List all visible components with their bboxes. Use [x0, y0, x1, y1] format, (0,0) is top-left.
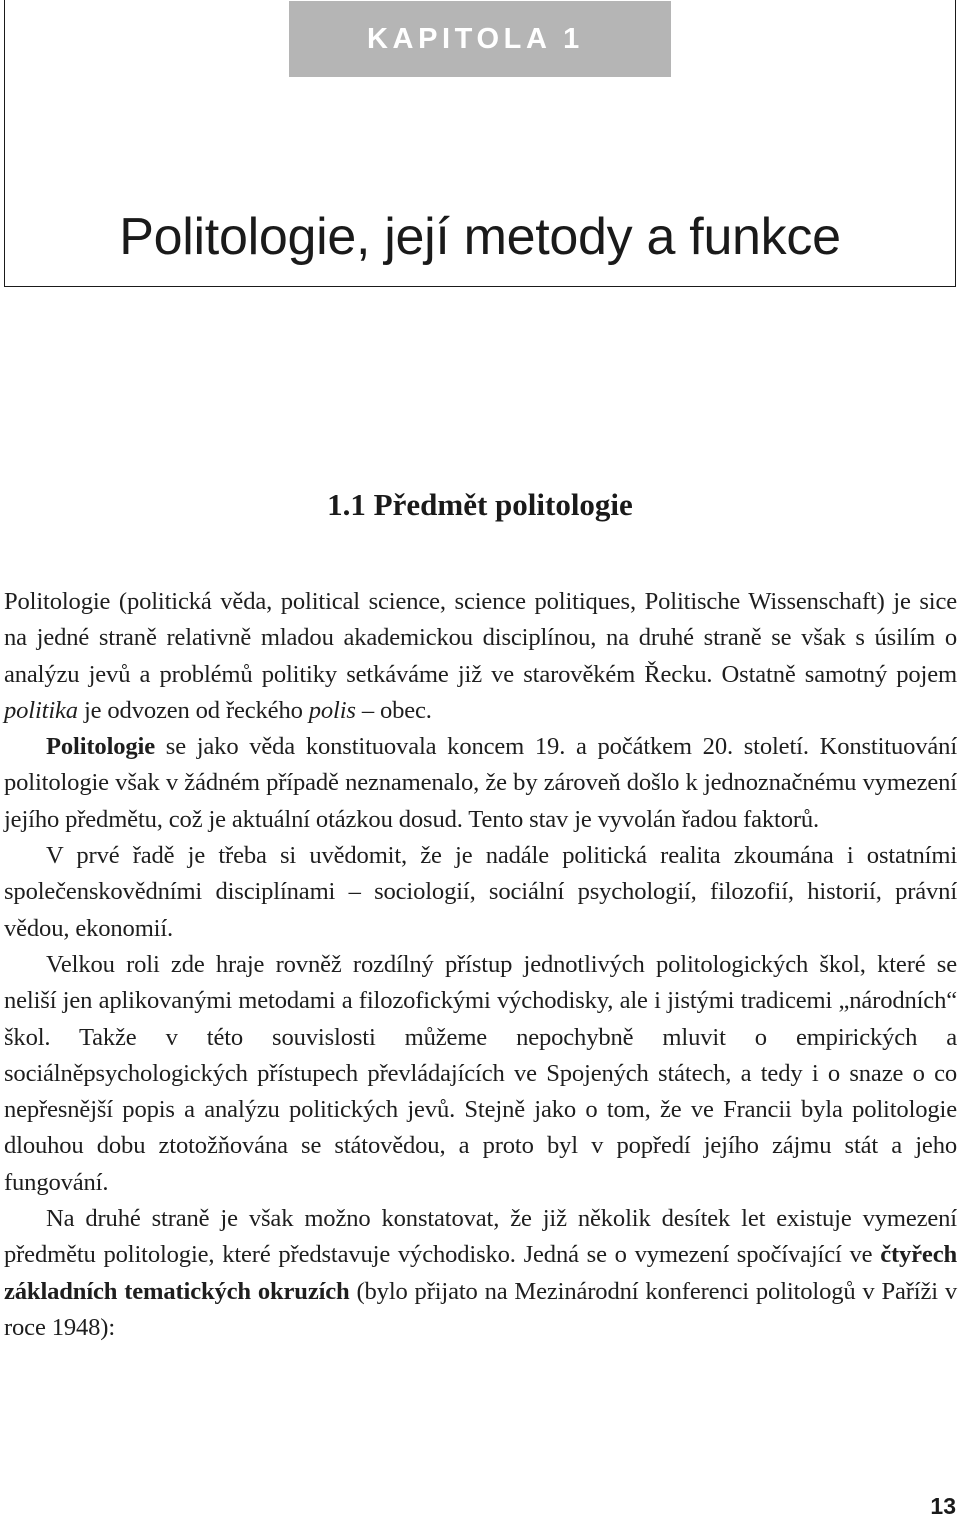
paragraph-1	[4, 584, 957, 729]
paragraph-1-text-b: je odvozen od řeckého	[77, 696, 309, 724]
chapter-title: Politologie, její metody a funkce	[119, 208, 841, 266]
paragraph-5	[4, 1201, 957, 1346]
section-heading: 1.1 Předmět politologie	[327, 487, 633, 522]
term-tematicke-okruhy: čtyřech základních tematických okruzích	[4, 1241, 957, 1305]
paragraph-1-text-a: Politologie (politická věda, political science, science politiques, Politische Wissenschaft) je sice na jedné straně relativně mladou akademickou disciplínou, na druhé straně se však s úsilím o analýzu jevů a problémů politiky setkáváme již ve starověkém Řecku. Ostatně samotný pojem	[4, 588, 957, 688]
paragraph-3: V prvé řadě je třeba si uvědomit, že je nadále politická realita zkoumána i ostatními společenskovědními disciplínami – sociologií, sociální psychologií, filozofií, historií, právní vědou, ekonomií.	[4, 842, 957, 942]
term-polis: polis	[308, 696, 356, 724]
paragraph-4: Velkou roli zde hraje rovněž rozdílný přístup jednotlivých politologických škol, které se neliší jen aplikovanými metodami a filozofickými východisky, ale i jistými tradicemi „národních“ škol. Takže v této souvislosti můžeme nepochybně mluvit o empirických a sociálněpsychologických přístupech převládajících ve Spojených státech, a tedy i o snaze o co nepřesnější popis a analýzu politických jevů. Stejně jako o tom, že ve Francii byla politologie dlouhou dobu ztotožňována se státovědou, a proto byl v popředí jejího zájmu stát a jeho fungování.	[4, 950, 957, 1196]
chapter-label: KAPITOLA 1	[289, 1, 671, 77]
body-text	[4, 584, 957, 1346]
page-number: 13	[930, 1493, 956, 1519]
paragraph-1-text-c: – obec.	[355, 696, 432, 724]
paragraph-2	[4, 729, 957, 838]
paragraph-2-text: se jako věda konstituovala koncem 19. a počátkem 20. století. Konstituování politologie však v žádném případě neznamenalo, že by zároveň došlo k jednoznačnému vymezení jejího předmětu, což je aktuální otázkou dosud. Tento stav je vyvolán řadou faktorů.	[4, 733, 957, 833]
term-politologie: Politologie	[46, 733, 155, 761]
paragraph-5-text-a: Na druhé straně je však možno konstatovat, že již několik desítek let existuje vymezení předmětu politologie, které představuje východisko. Jedná se o vymezení spočívající ve	[4, 1205, 957, 1269]
term-politika: politika	[4, 696, 78, 724]
paragraph-5-text-b: (bylo přijato na Mezinárodní konferenci politologů v Paříži v roce 1948):	[4, 1277, 957, 1341]
